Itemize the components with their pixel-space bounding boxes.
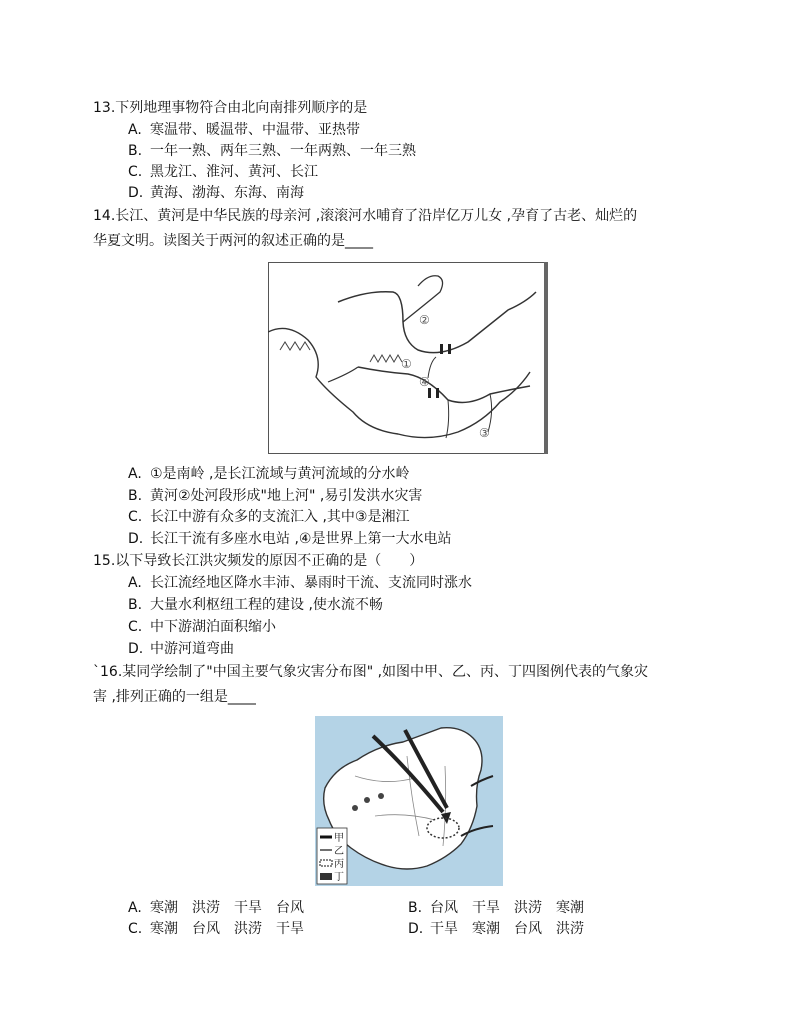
q13-option-b: B. 一年一熟、两年三熟、一年两熟、一年三熟 [128,143,416,159]
q15-option-c: C. 中下游湖泊面积缩小 [128,619,276,635]
q14-option-b: B. 黄河②处河段形成"地上河" ,易引发洪水灾害 [128,488,423,504]
q15-option-d: D. 中游河道弯曲 [128,641,234,657]
q13-option-d: D. 黄海、渤海、东海、南海 [128,185,304,201]
q15-option-a: A. 长江流经地区降水丰沛、暴雨时干流、支流同时涨水 [128,575,472,591]
q16-option-d: D. 干旱 寒潮 台风 洪涝 [408,921,584,937]
weather-disaster-map-figure [315,716,503,886]
q14-stem-line2: 华夏文明。读图关于两河的叙述正确的是____ [93,233,373,249]
q14-option-d: D. 长江干流有多座水电站 ,④是世界上第一大水电站 [128,531,452,547]
q16-stem-line1: `16.某同学绘制了"中国主要气象灾害分布图" ,如图中甲、乙、丙、丁四图例代表的气象灾 [93,664,649,680]
legend-ding: 丁 [334,872,344,883]
rivers-map-figure [268,262,548,454]
q15-option-b: B. 大量水利枢纽工程的建设 ,使水流不畅 [128,597,383,613]
map-label-4: ④ [419,375,430,389]
q14-option-a: A. ①是南岭 ,是长江流域与黄河流域的分水岭 [128,466,410,482]
q14-stem-line1: 14.长江、黄河是中华民族的母亲河 ,滚滚河水哺育了沿岸亿万儿女 ,孕育了古老、灿烂的 [93,208,638,224]
q14-option-c: C. 长江中游有众多的支流汇入 ,其中③是湘江 [128,509,410,525]
q16-option-c: C. 寒潮 台风 洪涝 干旱 [128,921,304,937]
legend-yi: 乙 [334,846,344,857]
q16-option-a: A. 寒潮 洪涝 干旱 台风 [128,900,304,916]
q13-stem: 13.下列地理事物符合由北向南排列顺序的是 [93,100,368,116]
q16-stem-line2: 害 ,排列正确的一组是____ [93,689,256,705]
map-label-2: ② [419,313,430,327]
q15-stem: 15.以下导致长江洪灾频发的原因不正确的是（ ） [93,553,424,569]
legend-bing: 丙 [334,859,344,870]
q13-option-a: A. 寒温带、暖温带、中温带、亚热带 [128,122,360,138]
map-label-3: ③ [479,426,490,440]
q16-option-b: B. 台风 干旱 洪涝 寒潮 [408,900,584,916]
q13-option-c: C. 黑龙江、淮河、黄河、长江 [128,164,318,180]
legend-jia: 甲 [334,833,344,844]
map-label-1: ① [401,357,412,371]
